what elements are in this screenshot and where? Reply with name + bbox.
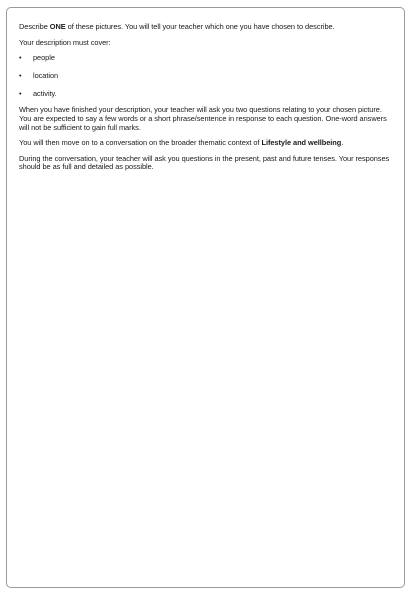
description-requirements: Your description must cover: [19,37,111,47]
instruction-describe-emphasis: ONE [49,22,66,31]
instruction-describe-text: Describe [19,22,50,31]
conversation-context-end: . [341,138,344,148]
bullet-icon: • [19,70,22,80]
instruction-describe [19,23,391,32]
conversation-tenses: During the conversation, your teacher will ask you questions in the present, past and future tenses. Your responses should be as full and detailed as possible. [19,153,390,172]
list-item-label: location [33,70,59,80]
instructions-content [19,23,391,179]
instruction-describe-text-rest: of these pictures. You will tell your teacher which one you have chosen to describe. [65,22,335,31]
instructions-box [6,7,405,588]
conversation-context [19,139,391,148]
follow-up-questions: When you have finished your description, your teacher will ask you two questions relating to your chosen picture. You are expected to say a few words or a short phrase/sentence in response to each question. One-word answers will not be sufficient to gain full marks. [19,105,387,132]
thematic-context: Lifestyle and wellbeing [261,138,342,148]
requirements-list [19,54,391,98]
bullet-icon: • [19,53,22,63]
list-item-label: activity. [33,88,57,98]
bullet-icon: • [19,88,22,98]
list-item-label: people [33,53,55,63]
list-item [19,90,391,99]
list-item [19,72,391,81]
list-item [19,54,391,63]
conversation-context-text: You will then move on to a conversation on the broader thematic context of [19,138,262,148]
